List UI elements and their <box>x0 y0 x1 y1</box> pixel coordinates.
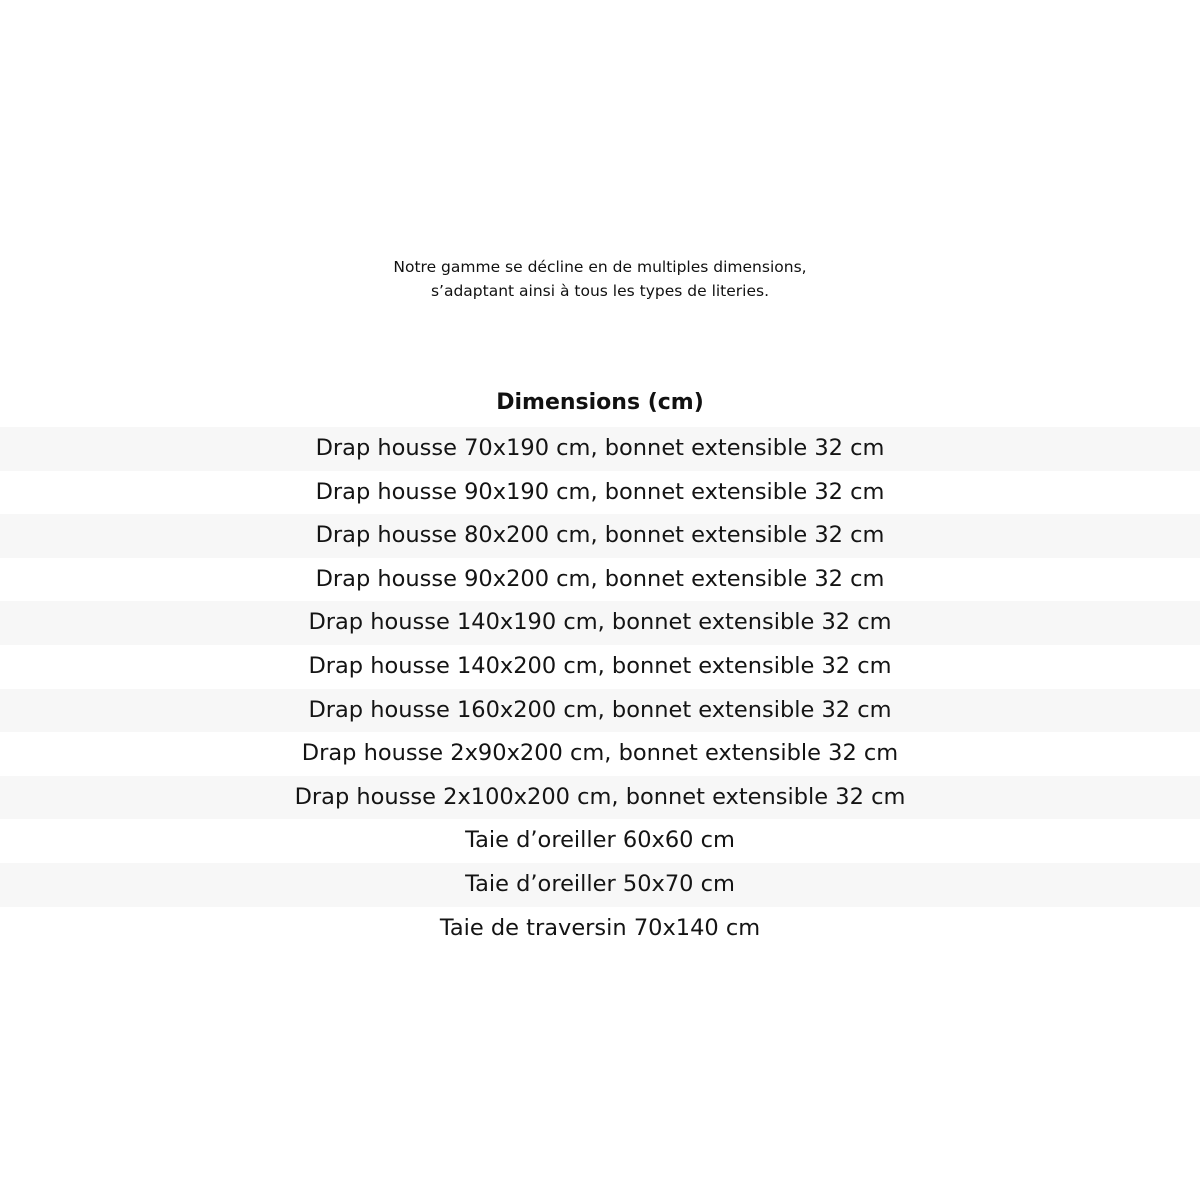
intro-line-1: Notre gamme se décline en de multiples dimensions, <box>393 258 807 276</box>
table-row: Drap housse 70x190 cm, bonnet extensible 32 cm <box>0 427 1200 471</box>
table-row: Drap housse 2x100x200 cm, bonnet extensible 32 cm <box>0 776 1200 820</box>
dimensions-heading: Dimensions (cm) <box>496 390 704 415</box>
table-row: Drap housse 160x200 cm, bonnet extensible 32 cm <box>0 689 1200 733</box>
table-row: Drap housse 90x190 cm, bonnet extensible 32 cm <box>315 478 885 505</box>
table-row: Drap housse 90x200 cm, bonnet extensible 32 cm <box>315 565 885 592</box>
table-row: Drap housse 2x90x200 cm, bonnet extensible 32 cm <box>301 740 899 767</box>
intro-text <box>0 255 1200 303</box>
dimensions-table <box>0 427 1200 950</box>
table-row: Taie d’oreiller 50x70 cm <box>0 863 1200 907</box>
table-row: Drap housse 140x200 cm, bonnet extensible 32 cm <box>308 652 892 679</box>
intro-line-2: s’adaptant ainsi à tous les types de literies. <box>430 282 770 300</box>
table-row: Drap housse 80x200 cm, bonnet extensible 32 cm <box>0 514 1200 558</box>
table-row: Taie de traversin 70x140 cm <box>439 914 761 941</box>
table-row: Drap housse 140x190 cm, bonnet extensible 32 cm <box>0 601 1200 645</box>
table-row: Taie d’oreiller 60x60 cm <box>465 827 735 854</box>
